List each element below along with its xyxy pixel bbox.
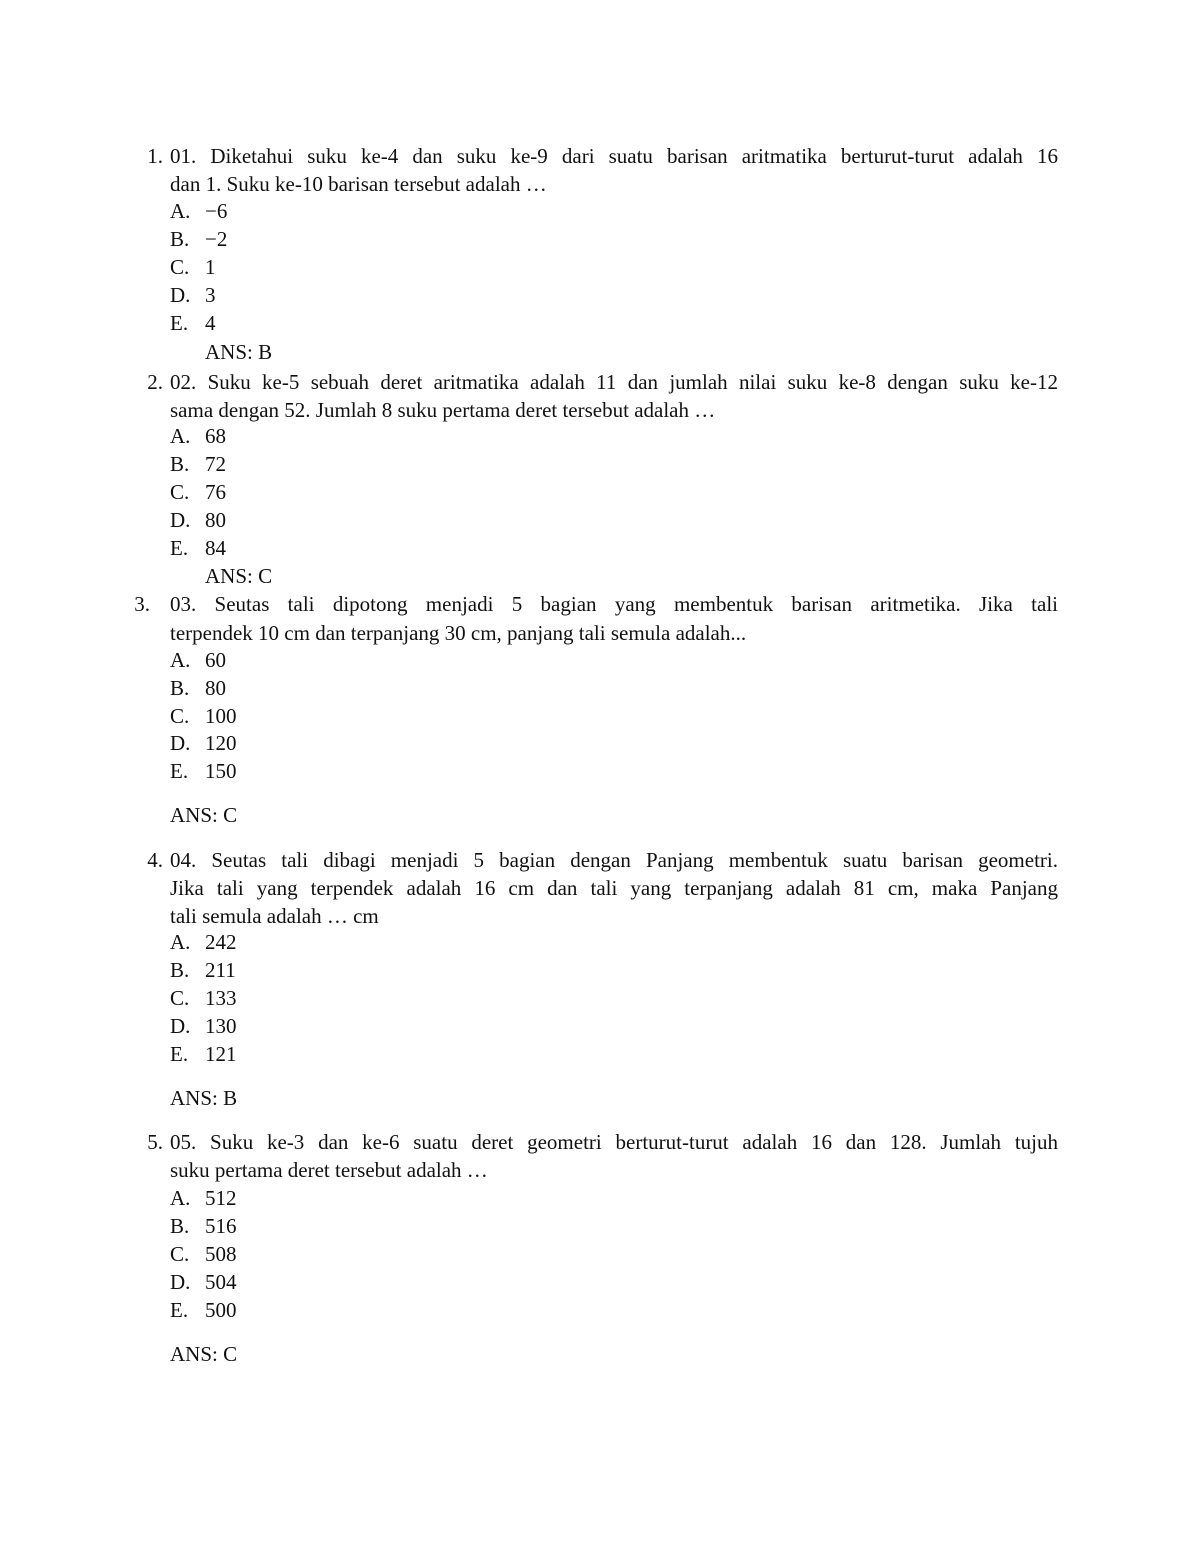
option-value: 121 xyxy=(205,1042,237,1066)
answer-option-b xyxy=(170,674,226,702)
answer-key: ANS: B xyxy=(205,340,273,364)
question-text-line: tali semula adalah … cm xyxy=(170,904,379,928)
option-letter: D. xyxy=(170,1270,191,1294)
answer-option-c xyxy=(170,702,237,730)
option-letter: A. xyxy=(170,1186,191,1210)
option-value: 80 xyxy=(205,676,226,700)
answer-option-e xyxy=(170,1296,237,1324)
option-letter: D. xyxy=(170,1014,191,1038)
question-text-line: sama dengan 52. Jumlah 8 suku pertama deret tersebut adalah … xyxy=(170,398,716,422)
option-letter: A. xyxy=(170,648,191,672)
answer-option-c xyxy=(170,478,226,506)
option-letter: D. xyxy=(170,731,191,755)
option-value: 120 xyxy=(205,731,237,755)
answer-option-b xyxy=(170,450,226,478)
question-number: 5. xyxy=(147,1130,163,1154)
option-letter: A. xyxy=(170,930,191,954)
option-letter: C. xyxy=(170,255,190,279)
option-value: 211 xyxy=(205,958,236,982)
option-value: 130 xyxy=(205,1014,237,1038)
option-value: 80 xyxy=(205,508,226,532)
option-letter: B. xyxy=(170,227,190,251)
question-number: 4. xyxy=(147,848,163,872)
answer-option-d xyxy=(170,506,226,534)
option-value: −6 xyxy=(205,199,228,223)
question-text-line: 05. Suku ke-3 dan ke-6 suatu deret geometri berturut-turut adalah 16 dan 128. Jumlah tujuh xyxy=(170,1130,1058,1154)
option-letter: E. xyxy=(170,536,189,560)
question-text-line: suku pertama deret tersebut adalah … xyxy=(170,1158,488,1182)
option-letter: E. xyxy=(170,1042,189,1066)
answer-option-d xyxy=(170,1012,237,1040)
answer-option-a xyxy=(170,646,226,674)
option-value: 516 xyxy=(205,1214,237,1238)
option-letter: B. xyxy=(170,1214,190,1238)
answer-option-e xyxy=(170,1040,237,1068)
answer-key: ANS: B xyxy=(170,1086,238,1110)
option-letter: E. xyxy=(170,759,189,783)
answer-option-d xyxy=(170,281,216,309)
option-letter: C. xyxy=(170,1242,190,1266)
answer-option-a xyxy=(170,197,227,225)
question-number: 3. xyxy=(134,592,150,616)
option-letter: C. xyxy=(170,986,190,1010)
answer-option-a xyxy=(170,422,226,450)
option-value: 500 xyxy=(205,1298,237,1322)
question-text-line: 01. Diketahui suku ke-4 dan suku ke-9 dari suatu barisan aritmatika berturut-turut adalah 16 xyxy=(170,144,1058,168)
answer-option-e xyxy=(170,309,216,337)
option-letter: E. xyxy=(170,1298,189,1322)
question-number: 2. xyxy=(147,370,163,394)
question-text-line: 03. Seutas tali dipotong menjadi 5 bagian yang membentuk barisan aritmetika. Jika tali xyxy=(170,592,1058,616)
question-text-line: terpendek 10 cm dan terpanjang 30 cm, panjang tali semula adalah... xyxy=(170,621,747,645)
option-value: 1 xyxy=(205,255,216,279)
option-letter: D. xyxy=(170,283,191,307)
answer-option-a xyxy=(170,1184,237,1212)
answer-option-c xyxy=(170,1240,237,1268)
option-letter: B. xyxy=(170,676,190,700)
answer-option-a xyxy=(170,928,237,956)
option-value: −2 xyxy=(205,227,228,251)
option-value: 76 xyxy=(205,480,226,504)
question-number: 1. xyxy=(147,144,163,168)
question-text-line: Jika tali yang terpendek adalah 16 cm dan tali yang terpanjang adalah 81 cm, maka Panjang xyxy=(170,876,1058,900)
option-letter: A. xyxy=(170,199,191,223)
option-value: 512 xyxy=(205,1186,237,1210)
answer-option-b xyxy=(170,225,227,253)
option-value: 4 xyxy=(205,311,216,335)
answer-key: ANS: C xyxy=(170,1342,238,1366)
answer-option-c xyxy=(170,253,216,281)
question-text-line: dan 1. Suku ke-10 barisan tersebut adalah … xyxy=(170,172,547,196)
option-letter: C. xyxy=(170,480,190,504)
answer-option-e xyxy=(170,534,226,562)
option-value: 100 xyxy=(205,704,237,728)
answer-option-d xyxy=(170,729,237,757)
answer-option-e xyxy=(170,757,237,785)
answer-option-c xyxy=(170,984,237,1012)
question-text-line: 04. Seutas tali dibagi menjadi 5 bagian dengan Panjang membentuk suatu barisan geometri. xyxy=(170,848,1058,872)
option-letter: C. xyxy=(170,704,190,728)
option-letter: D. xyxy=(170,508,191,532)
option-letter: E. xyxy=(170,311,189,335)
option-letter: A. xyxy=(170,424,191,448)
option-value: 242 xyxy=(205,930,237,954)
option-letter: B. xyxy=(170,958,190,982)
option-value: 3 xyxy=(205,283,216,307)
option-value: 84 xyxy=(205,536,226,560)
option-value: 133 xyxy=(205,986,237,1010)
answer-key: ANS: C xyxy=(205,564,273,588)
answer-option-b xyxy=(170,1212,237,1240)
option-value: 504 xyxy=(205,1270,237,1294)
option-value: 72 xyxy=(205,452,226,476)
answer-option-b xyxy=(170,956,236,984)
question-text-line: 02. Suku ke-5 sebuah deret aritmatika adalah 11 dan jumlah nilai suku ke-8 dengan suku ke-12 xyxy=(170,370,1058,394)
option-letter: B. xyxy=(170,452,190,476)
option-value: 68 xyxy=(205,424,226,448)
option-value: 60 xyxy=(205,648,226,672)
answer-option-d xyxy=(170,1268,237,1296)
option-value: 508 xyxy=(205,1242,237,1266)
answer-key: ANS: C xyxy=(170,803,238,827)
option-value: 150 xyxy=(205,759,237,783)
